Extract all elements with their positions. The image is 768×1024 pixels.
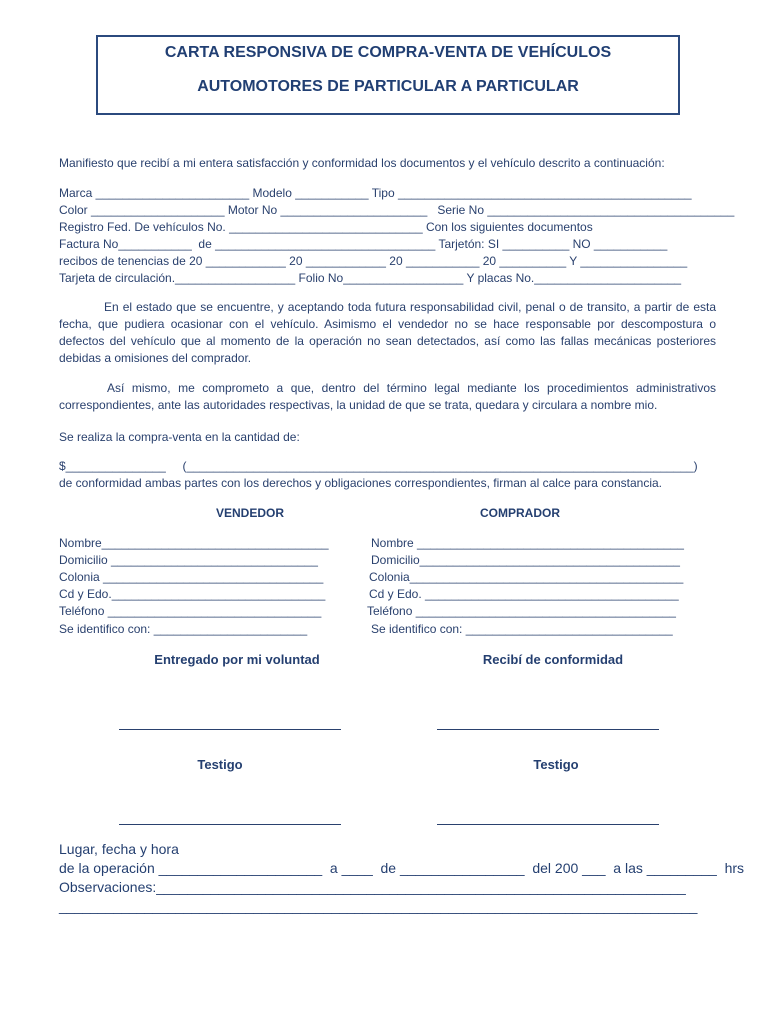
- vehicle-line-brand: Marca _______________________ Modelo ___________ Tipo ____________________________________________: [59, 186, 692, 200]
- buyer-signature-heading: Recibí de conformidad: [482, 652, 624, 667]
- seller-signature-line: [119, 729, 341, 730]
- buyer-city-line: Cd y Edo. ______________________________________: [369, 587, 679, 601]
- buyer-address-line: Domicilio_______________________________________: [371, 553, 680, 567]
- seller-colonia-line: Colonia _________________________________: [59, 570, 324, 584]
- seller-id-line: Se identifico con: _______________________: [59, 622, 308, 636]
- buyer-heading: COMPRADOR: [480, 506, 560, 520]
- seller-witness-signature-line: [119, 824, 341, 825]
- commitment-paragraph: Así mismo, me comprometo a que, dentro del término legal mediante los procedimientos administrativos correspondientes, ante las autoridades respectivas, la unidad de que se trata, quedara y circulara a nombre mio.: [59, 381, 716, 412]
- vehicle-line-color: Color ____________________ Motor No ______________________ Serie No _____________________________________: [59, 203, 735, 217]
- vehicle-line-tenencias: recibos de tenencias de 20 ____________ 20 ____________ 20 ___________ 20 __________ Y ________________: [59, 254, 688, 268]
- title-box: [96, 35, 680, 115]
- document-title-line-1: CARTA RESPONSIVA DE COMPRA-VENTA DE VEHÍCULOS: [164, 44, 612, 61]
- buyer-name-line: Nombre ________________________________________: [371, 536, 684, 550]
- operation-date-line: de la operación _____________________ a ____ de ________________ del 200 ___ a las _________ hrs: [59, 860, 745, 876]
- conformity-text: de conformidad ambas partes con los derechos y obligaciones correspondientes, firman al calce para constancia.: [59, 476, 662, 490]
- seller-signature-heading: Entregado por mi voluntad: [154, 652, 320, 667]
- amount-line: $_______________ (____________________________________________________________________________): [59, 459, 698, 473]
- vehicle-line-invoice: Factura No___________ de _________________________________ Tarjetón: SI __________ NO ___________: [59, 237, 668, 251]
- buyer-witness-heading: Testigo: [533, 757, 579, 772]
- seller-name-line: Nombre__________________________________: [59, 536, 329, 550]
- intro-text: Manifiesto que recibí a mi entera satisfacción y conformidad los documentos y el vehículo descrito a continuación:: [59, 156, 665, 170]
- observations-line: Observaciones:____________________________________________________________________: [59, 879, 686, 895]
- buyer-colonia-line: Colonia_________________________________________: [369, 570, 684, 584]
- liability-paragraph: En el estado que se encuentre, y aceptando toda futura responsabilidad civil, penal o de transito, a partir de esta fecha, que pudiera ocasionar con el vehículo. Asimismo el vendedor no se hace responsable por descompostura o defectos del vehículo que al momento de la operación no sean detectados, así como las fallas mecánicas posteriores debidas a omisiones del comprador.: [59, 300, 716, 365]
- buyer-id-line: Se identifico con: _______________________________: [371, 622, 673, 636]
- buyer-witness-signature-line: [437, 824, 659, 825]
- vehicle-line-circulation: Tarjeta de circulación.__________________ Folio No__________________ Y placas No.______________________: [59, 271, 682, 285]
- document-title-line-2: AUTOMOTORES DE PARTICULAR A PARTICULAR: [197, 78, 579, 95]
- seller-phone-line: Teléfono ________________________________: [59, 604, 322, 618]
- amount-label: Se realiza la compra-venta en la cantidad de:: [59, 430, 300, 444]
- place-date-label: Lugar, fecha y hora: [59, 841, 179, 857]
- seller-heading: VENDEDOR: [215, 506, 284, 520]
- seller-witness-heading: Testigo: [197, 757, 243, 772]
- seller-address-line: Domicilio _______________________________: [59, 553, 318, 567]
- vehicle-line-registry: Registro Fed. De vehículos No. _____________________________ Con los siguientes documentos: [59, 220, 593, 234]
- buyer-signature-line: [437, 729, 659, 730]
- seller-city-line: Cd y Edo.________________________________: [59, 587, 326, 601]
- observations-blank-line: __________________________________________________________________________________: [59, 898, 698, 914]
- buyer-phone-line: Teléfono _______________________________________: [367, 604, 676, 618]
